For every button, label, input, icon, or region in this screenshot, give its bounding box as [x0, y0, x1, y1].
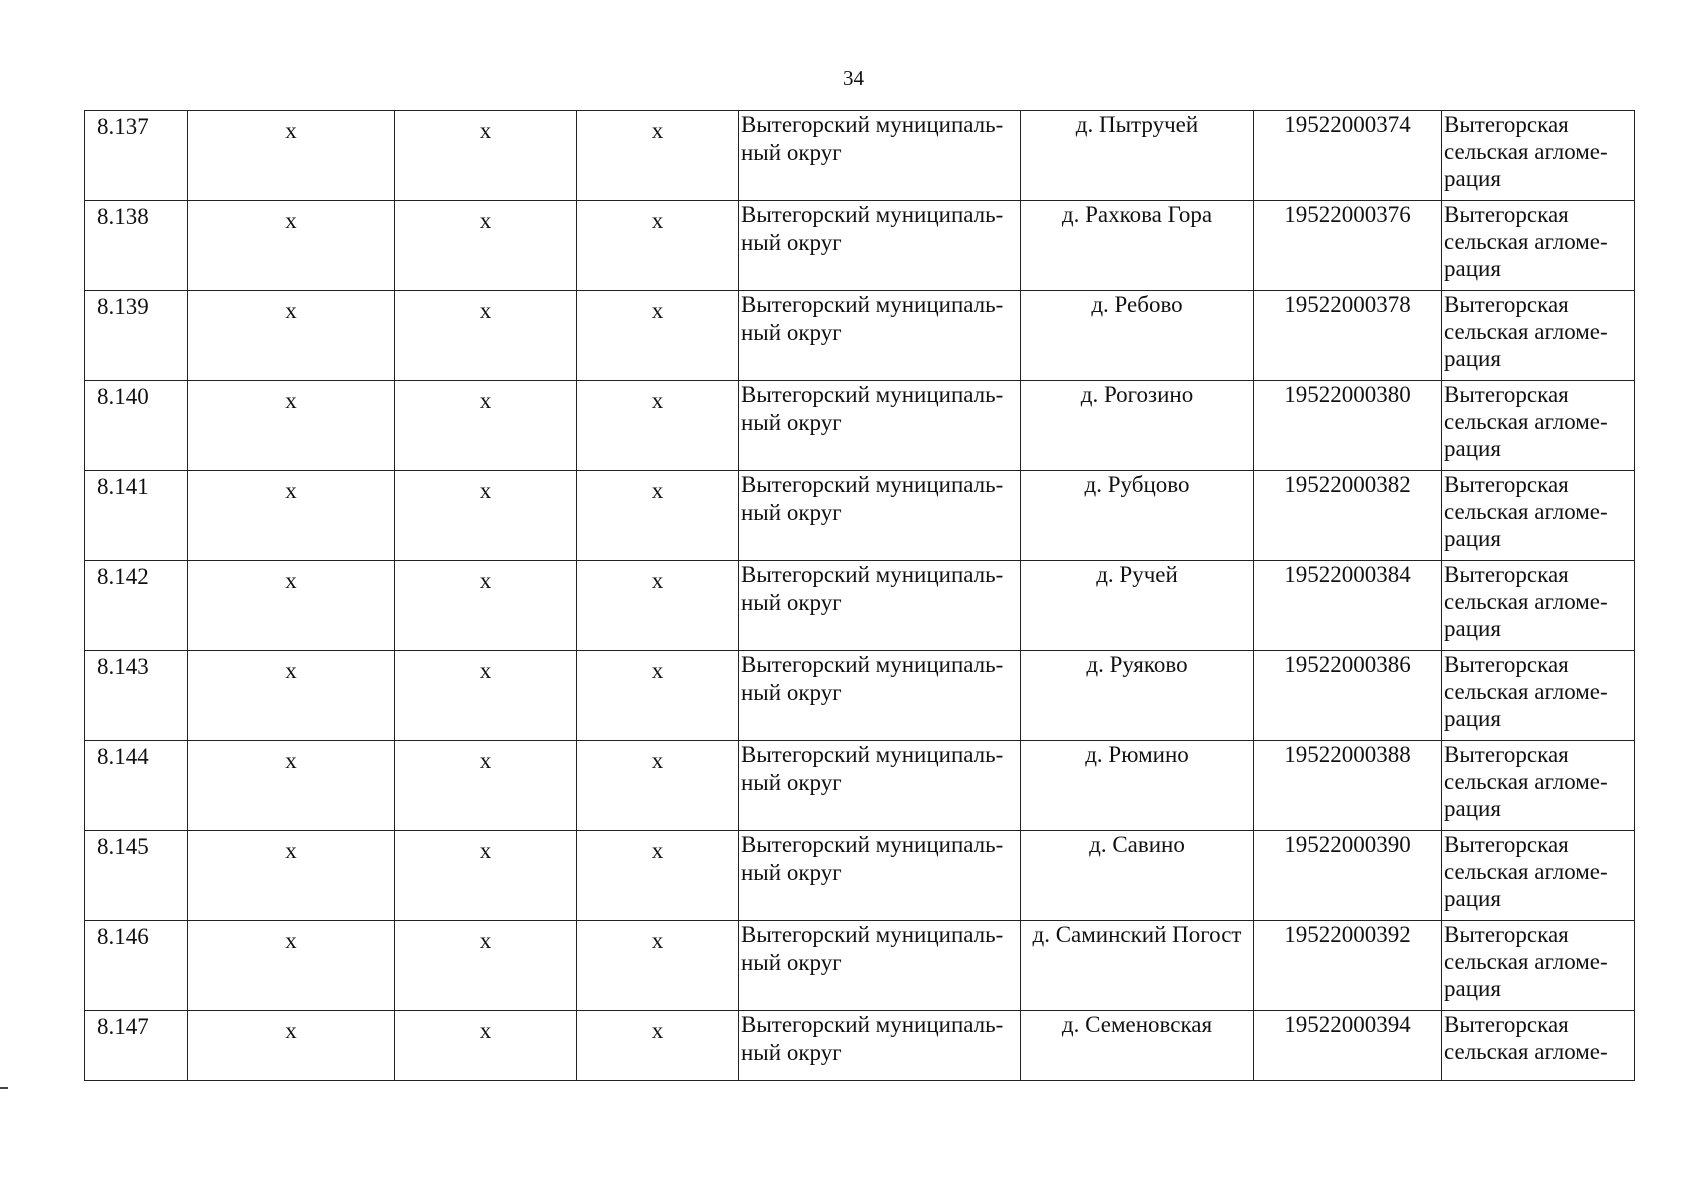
column-3-cell: x — [395, 111, 577, 201]
agglomeration-cell — [1442, 741, 1635, 831]
table-row — [85, 561, 1635, 651]
district-cell — [739, 921, 1021, 1011]
oktmo-code-cell: 19522000390 — [1254, 831, 1442, 921]
oktmo-code-cell: 19522000392 — [1254, 921, 1442, 1011]
table-row — [85, 831, 1635, 921]
agglomeration-cell — [1442, 1011, 1635, 1081]
agglomeration-line: рация — [1444, 976, 1501, 1001]
district-cell — [739, 561, 1021, 651]
table-row — [85, 291, 1635, 381]
district-line: ный округ — [741, 410, 842, 435]
column-2-cell: x — [188, 381, 395, 471]
column-3-cell: x — [395, 741, 577, 831]
row-number: 8.145 — [85, 831, 188, 921]
column-4-cell: x — [577, 201, 739, 291]
row-number: 8.146 — [85, 921, 188, 1011]
agglomeration-cell — [1442, 471, 1635, 561]
agglomeration-line: сельская агломе- — [1444, 769, 1608, 794]
agglomeration-line: сельская агломе- — [1444, 499, 1608, 524]
district-cell — [739, 201, 1021, 291]
row-number: 8.142 — [85, 561, 188, 651]
column-2-cell: x — [188, 201, 395, 291]
agglomeration-line: Вытегорская — [1444, 292, 1569, 317]
column-2-cell: x — [188, 111, 395, 201]
oktmo-code-cell: 19522000386 — [1254, 651, 1442, 741]
column-4-cell: x — [577, 291, 739, 381]
column-4-cell: x — [577, 651, 739, 741]
table-row — [85, 1011, 1635, 1081]
district-line: ный округ — [741, 590, 842, 615]
agglomeration-cell — [1442, 651, 1635, 741]
agglomeration-line: Вытегорская — [1444, 562, 1569, 587]
row-number: 8.141 — [85, 471, 188, 561]
district-line: Вытегорский муниципаль- — [741, 562, 1004, 587]
column-4-cell: x — [577, 741, 739, 831]
agglomeration-line: рация — [1444, 886, 1501, 911]
margin-mark — [0, 1087, 8, 1089]
column-4-cell: x — [577, 921, 739, 1011]
oktmo-code-cell: 19522000378 — [1254, 291, 1442, 381]
settlement-cell: д. Пытручей — [1021, 111, 1254, 201]
agglomeration-line: сельская агломе- — [1444, 409, 1608, 434]
agglomeration-line: Вытегорская — [1444, 382, 1569, 407]
row-number: 8.140 — [85, 381, 188, 471]
agglomeration-cell — [1442, 831, 1635, 921]
settlement-cell: д. Ручей — [1021, 561, 1254, 651]
column-2-cell: x — [188, 471, 395, 561]
district-cell — [739, 741, 1021, 831]
district-cell — [739, 291, 1021, 381]
column-4-cell: x — [577, 1011, 739, 1081]
district-line: Вытегорский муниципаль- — [741, 922, 1004, 947]
table-row — [85, 471, 1635, 561]
column-3-cell: x — [395, 381, 577, 471]
agglomeration-line: сельская агломе- — [1444, 319, 1608, 344]
table-row — [85, 741, 1635, 831]
column-2-cell: x — [188, 921, 395, 1011]
district-line: ный округ — [741, 230, 842, 255]
row-number: 8.144 — [85, 741, 188, 831]
column-3-cell: x — [395, 1011, 577, 1081]
agglomeration-line: сельская агломе- — [1444, 139, 1608, 164]
settlement-cell: д. Рахкова Гора — [1021, 201, 1254, 291]
column-2-cell: x — [188, 831, 395, 921]
agglomeration-line: рация — [1444, 256, 1501, 281]
agglomeration-line: рация — [1444, 796, 1501, 821]
column-3-cell: x — [395, 921, 577, 1011]
district-cell — [739, 651, 1021, 741]
agglomeration-line: Вытегорская — [1444, 652, 1569, 677]
row-number: 8.139 — [85, 291, 188, 381]
agglomeration-cell — [1442, 291, 1635, 381]
district-line: Вытегорский муниципаль- — [741, 832, 1004, 857]
column-3-cell: x — [395, 201, 577, 291]
agglomeration-line: рация — [1444, 436, 1501, 461]
district-line: Вытегорский муниципаль- — [741, 652, 1004, 677]
agglomeration-line: Вытегорская — [1444, 832, 1569, 857]
oktmo-code-cell: 19522000388 — [1254, 741, 1442, 831]
district-cell — [739, 471, 1021, 561]
oktmo-code-cell: 19522000376 — [1254, 201, 1442, 291]
district-line: Вытегорский муниципаль- — [741, 1012, 1004, 1037]
column-4-cell: x — [577, 561, 739, 651]
district-line: Вытегорский муниципаль- — [741, 382, 1004, 407]
agglomeration-line: сельская агломе- — [1444, 229, 1608, 254]
table-row — [85, 921, 1635, 1011]
row-number: 8.138 — [85, 201, 188, 291]
district-cell — [739, 111, 1021, 201]
agglomeration-line: Вытегорская — [1444, 112, 1569, 137]
table-row — [85, 381, 1635, 471]
agglomeration-line: Вытегорская — [1444, 922, 1569, 947]
agglomeration-line: сельская агломе- — [1444, 1039, 1608, 1064]
settlement-cell: д. Рюмино — [1021, 741, 1254, 831]
agglomeration-line: Вытегорская — [1444, 472, 1569, 497]
district-cell — [739, 1011, 1021, 1081]
district-line: Вытегорский муниципаль- — [741, 112, 1004, 137]
settlement-cell: д. Рубцово — [1021, 471, 1254, 561]
oktmo-code-cell: 19522000380 — [1254, 381, 1442, 471]
column-4-cell: x — [577, 831, 739, 921]
column-2-cell: x — [188, 651, 395, 741]
column-3-cell: x — [395, 651, 577, 741]
settlement-cell: д. Рогозино — [1021, 381, 1254, 471]
district-cell — [739, 381, 1021, 471]
column-4-cell: x — [577, 381, 739, 471]
agglomeration-line: рация — [1444, 166, 1501, 191]
column-2-cell: x — [188, 741, 395, 831]
district-line: Вытегорский муниципаль- — [741, 292, 1004, 317]
district-line: ный округ — [741, 140, 842, 165]
oktmo-code-cell: 19522000382 — [1254, 471, 1442, 561]
column-2-cell: x — [188, 561, 395, 651]
district-line: ный округ — [741, 500, 842, 525]
district-cell — [739, 831, 1021, 921]
district-line: ный округ — [741, 1040, 842, 1065]
column-2-cell: x — [188, 1011, 395, 1081]
column-3-cell: x — [395, 561, 577, 651]
row-number: 8.143 — [85, 651, 188, 741]
district-line: Вытегорский муниципаль- — [741, 742, 1004, 767]
agglomeration-cell — [1442, 111, 1635, 201]
settlement-cell: д. Руяково — [1021, 651, 1254, 741]
district-line: ный округ — [741, 680, 842, 705]
table-row — [85, 111, 1635, 201]
row-number: 8.147 — [85, 1011, 188, 1081]
agglomeration-line: сельская агломе- — [1444, 679, 1608, 704]
settlement-cell: д. Саминский Погост — [1021, 921, 1254, 1011]
column-4-cell: x — [577, 471, 739, 561]
column-3-cell: x — [395, 291, 577, 381]
settlement-cell: д. Ребово — [1021, 291, 1254, 381]
settlements-table — [84, 110, 1635, 1081]
row-number: 8.137 — [85, 111, 188, 201]
agglomeration-cell — [1442, 921, 1635, 1011]
district-line: ный округ — [741, 950, 842, 975]
agglomeration-line: сельская агломе- — [1444, 859, 1608, 884]
agglomeration-line: рация — [1444, 706, 1501, 731]
district-line: ный округ — [741, 860, 842, 885]
agglomeration-line: рация — [1444, 616, 1501, 641]
page-number: 34 — [843, 66, 864, 90]
column-4-cell: x — [577, 111, 739, 201]
settlement-cell: д. Савино — [1021, 831, 1254, 921]
agglomeration-cell — [1442, 381, 1635, 471]
table-body — [85, 111, 1635, 1081]
column-3-cell: x — [395, 831, 577, 921]
settlement-cell: д. Семеновская — [1021, 1011, 1254, 1081]
agglomeration-cell — [1442, 201, 1635, 291]
district-line: ный округ — [741, 770, 842, 795]
agglomeration-line: Вытегорская — [1444, 1012, 1569, 1037]
oktmo-code-cell: 19522000394 — [1254, 1011, 1442, 1081]
agglomeration-line: рация — [1444, 346, 1501, 371]
agglomeration-line: рация — [1444, 526, 1501, 551]
agglomeration-line: сельская агломе- — [1444, 949, 1608, 974]
column-3-cell: x — [395, 471, 577, 561]
agglomeration-line: Вытегорская — [1444, 202, 1569, 227]
district-line: Вытегорский муниципаль- — [741, 202, 1004, 227]
column-2-cell: x — [188, 291, 395, 381]
agglomeration-cell — [1442, 561, 1635, 651]
district-line: Вытегорский муниципаль- — [741, 472, 1004, 497]
district-line: ный округ — [741, 320, 842, 345]
agglomeration-line: Вытегорская — [1444, 742, 1569, 767]
oktmo-code-cell: 19522000374 — [1254, 111, 1442, 201]
table-row — [85, 201, 1635, 291]
table-row — [85, 651, 1635, 741]
oktmo-code-cell: 19522000384 — [1254, 561, 1442, 651]
agglomeration-line: сельская агломе- — [1444, 589, 1608, 614]
